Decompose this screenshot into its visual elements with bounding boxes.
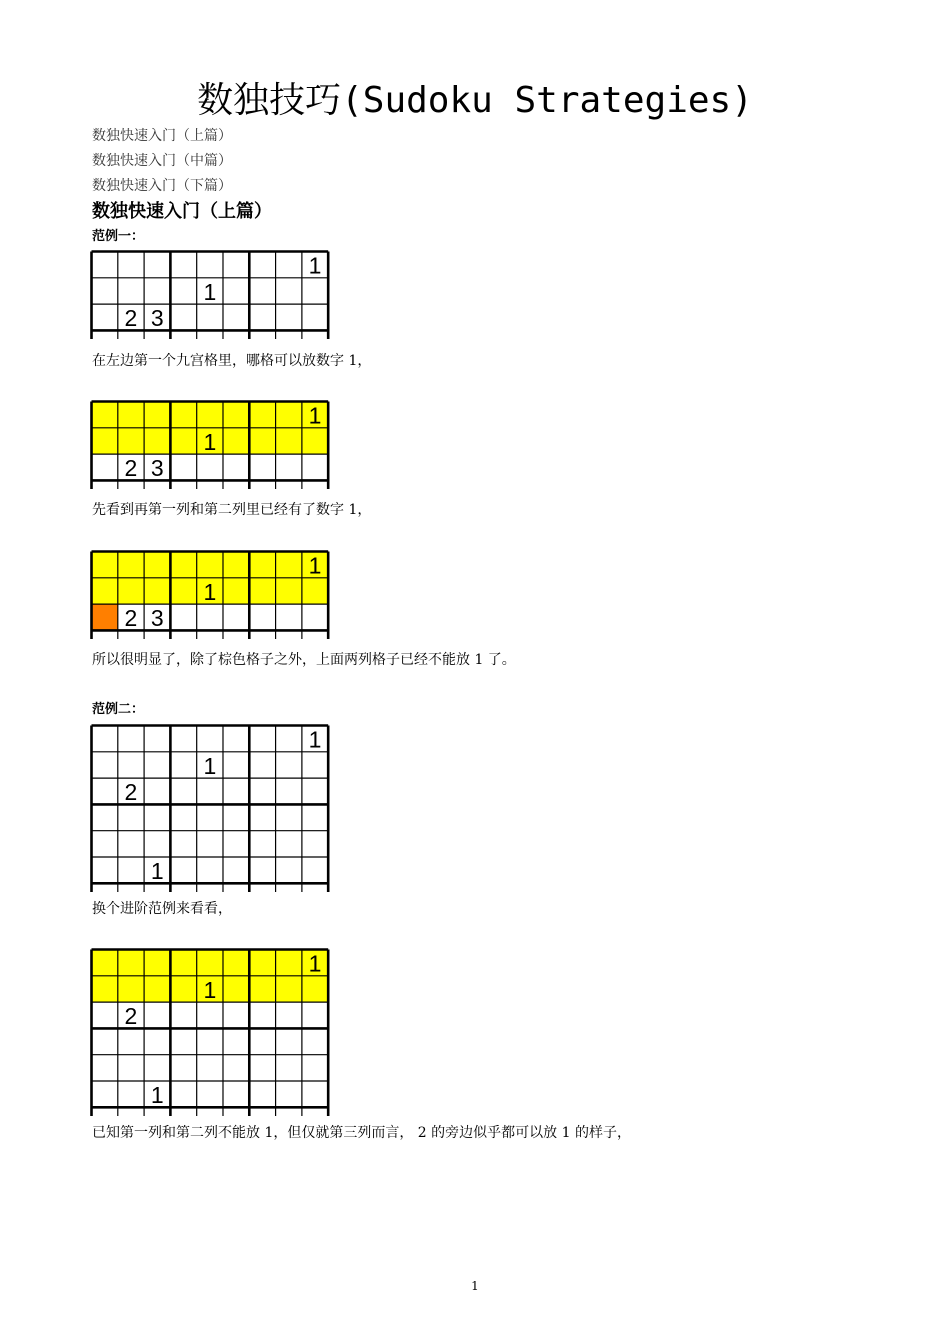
cell-digit: 1 [203, 278, 217, 305]
cell-digit: 2 [124, 779, 138, 806]
caption-5: 已知第一列和第二列不能放 1，但仅就第三列而言， 2 的旁边似乎都可以放 1 的样子， [92, 1125, 631, 1141]
highlight-row [91, 950, 328, 976]
cell-digit: 2 [124, 455, 138, 482]
grid-canvas [90, 724, 330, 892]
example-label-1: 范例一： [92, 229, 145, 244]
cell-digit: 1 [308, 950, 322, 977]
grid-canvas [90, 400, 330, 489]
cell-digit: 1 [308, 552, 322, 579]
toc-link-part1[interactable]: 数独快速入门（上篇） [92, 128, 232, 144]
sudoku-grid-4 [90, 724, 330, 892]
caption-2: 先看到再第一列和第二列里已经有了数字 1， [92, 502, 372, 518]
caption-4: 换个进阶范例来看看， [92, 901, 232, 917]
cell-digit: 2 [124, 1003, 138, 1030]
cell-digit: 3 [150, 305, 164, 332]
grid-canvas [90, 250, 330, 339]
cell-digit: 1 [203, 976, 217, 1003]
cell-digit: 2 [124, 305, 138, 332]
toc-link-part3[interactable]: 数独快速入门（下篇） [92, 178, 232, 194]
page-number: 1 [471, 1279, 479, 1293]
highlight-row [92, 401, 329, 427]
cell-digit: 1 [150, 1082, 164, 1109]
sudoku-grid-2 [90, 400, 330, 489]
cell-digit: 3 [150, 455, 164, 482]
caption-1: 在左边第一个九宫格里，哪格可以放数字 1， [92, 353, 372, 369]
cell-digit: 3 [150, 605, 164, 632]
caption-3: 所以很明显了，除了棕色格子之外，上面两列格子已经不能放 1 了。 [92, 652, 516, 668]
page-title: 数独技巧(Sudoku Strategies) [197, 80, 753, 121]
grid-canvas [90, 948, 330, 1116]
cell-digit: 1 [203, 578, 217, 605]
grid-canvas [90, 550, 330, 639]
highlight-cell [92, 604, 118, 630]
cell-digit: 1 [203, 428, 217, 455]
highlight-row [92, 551, 329, 577]
toc-link-part2[interactable]: 数独快速入门（中篇） [92, 153, 232, 169]
sudoku-grid-5 [90, 948, 330, 1116]
sudoku-grid-3 [90, 550, 330, 639]
sudoku-grid-1 [90, 250, 330, 339]
cell-digit: 1 [150, 858, 164, 885]
cell-digit: 2 [124, 605, 138, 632]
example-label-2: 范例二： [92, 702, 145, 717]
cell-digit: 1 [308, 252, 322, 279]
cell-digit: 1 [308, 726, 322, 753]
section-heading: 数独快速入门（上篇） [92, 201, 272, 222]
cell-digit: 1 [203, 752, 217, 779]
cell-digit: 1 [308, 402, 322, 429]
